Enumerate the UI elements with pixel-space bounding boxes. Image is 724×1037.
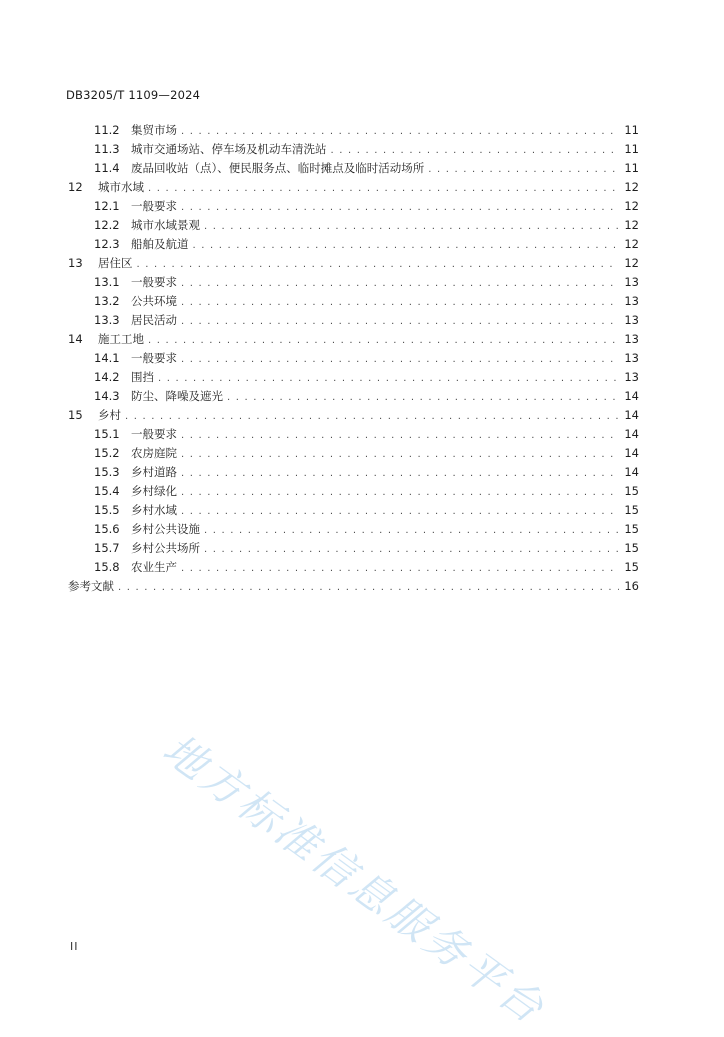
toc-entry-number: 11.3 [94, 142, 120, 156]
toc-entry-title: 一般要求 [131, 199, 177, 213]
toc-entry-page: 12 [624, 180, 639, 194]
toc-leader-dots [181, 445, 619, 464]
toc-entry-title: 一般要求 [131, 275, 177, 289]
toc-entry-title: 一般要求 [131, 351, 177, 365]
toc-entry-page: 13 [624, 294, 639, 308]
toc-entry[interactable] [68, 159, 639, 178]
toc-entry-page: 15 [624, 503, 639, 517]
toc-entry-number: 14.3 [94, 389, 120, 403]
toc-entry-number: 11.2 [94, 123, 120, 137]
toc-entry[interactable] [68, 444, 639, 463]
toc-entry[interactable] [68, 482, 639, 501]
toc-leader-dots [181, 464, 619, 483]
toc-leader-dots [204, 540, 619, 559]
toc-leader-dots [181, 502, 619, 521]
toc-entry-page: 12 [624, 218, 639, 232]
toc-leader-dots [181, 198, 619, 217]
toc-entry-number: 15.3 [94, 465, 120, 479]
toc-leader-dots [181, 122, 619, 141]
toc-leader-dots [181, 293, 619, 312]
toc-entry-title: 乡村水域 [131, 503, 177, 517]
toc-entry-page: 13 [624, 275, 639, 289]
toc-entry[interactable] [68, 254, 639, 273]
toc-entry-page: 13 [624, 313, 639, 327]
watermark: 地方标准信息服务平台 [154, 724, 556, 1035]
toc-entry-page: 13 [624, 332, 639, 346]
toc-leader-dots [158, 369, 619, 388]
toc-entry-number: 15 [68, 408, 83, 422]
toc-entry[interactable] [68, 349, 639, 368]
toc-entry[interactable] [68, 520, 639, 539]
toc-entry-page: 12 [624, 199, 639, 213]
toc-entry-number: 14.1 [94, 351, 120, 365]
toc-entry[interactable] [68, 368, 639, 387]
toc-entry-title: 船舶及航道 [131, 237, 189, 251]
toc-entry-number: 15.1 [94, 427, 120, 441]
toc-entry-title: 城市水域景观 [131, 218, 200, 232]
toc-entry-number: 15.5 [94, 503, 120, 517]
toc-entry-page: 16 [624, 579, 639, 593]
toc-entry[interactable] [68, 235, 639, 254]
toc-entry-number: 13.3 [94, 313, 120, 327]
toc-leader-dots [204, 217, 619, 236]
toc-entry-page: 14 [624, 389, 639, 403]
toc-leader-dots [181, 483, 619, 502]
toc-entry-number: 15.4 [94, 484, 120, 498]
toc-entry-title: 一般要求 [131, 427, 177, 441]
toc-entry-number: 12.3 [94, 237, 120, 251]
toc-entry-title: 居住区 [98, 256, 133, 270]
toc-entry[interactable] [68, 387, 639, 406]
toc-leader-dots [181, 559, 619, 578]
toc-entry-title: 城市水域 [98, 180, 144, 194]
toc-entry-page: 14 [624, 465, 639, 479]
toc-entry[interactable] [68, 558, 639, 577]
toc-leader-dots [148, 179, 619, 198]
toc-entry-page: 14 [624, 427, 639, 441]
toc-leader-dots [428, 160, 619, 179]
toc-entry[interactable] [68, 216, 639, 235]
toc-entry-page: 12 [624, 256, 639, 270]
toc-leader-dots [148, 331, 619, 350]
toc-entry-title: 乡村道路 [131, 465, 177, 479]
toc-entry-number: 14.2 [94, 370, 120, 384]
toc-entry-title: 乡村 [98, 408, 121, 422]
toc-entry-page: 15 [624, 484, 639, 498]
toc-entry-title: 参考文献 [68, 579, 114, 593]
toc-entry-number: 15.6 [94, 522, 120, 536]
toc-entry-number: 12.1 [94, 199, 120, 213]
toc-entry[interactable] [68, 463, 639, 482]
toc-entry-page: 11 [624, 142, 639, 156]
toc-entry[interactable] [68, 197, 639, 216]
toc-entry[interactable] [68, 577, 639, 596]
toc-leader-dots [227, 388, 619, 407]
toc-entry-page: 15 [624, 522, 639, 536]
toc-entry[interactable] [68, 121, 639, 140]
toc-leader-dots [125, 407, 619, 426]
toc-entry[interactable] [68, 311, 639, 330]
toc-leader-dots [204, 521, 619, 540]
toc-entry-page: 14 [624, 446, 639, 460]
toc-entry-page: 11 [624, 161, 639, 175]
toc-entry-page: 11 [624, 123, 639, 137]
toc-entry-number: 15.8 [94, 560, 120, 574]
toc-entry-title: 居民活动 [131, 313, 177, 327]
toc-entry-title: 农业生产 [131, 560, 177, 574]
toc-entry-title: 乡村公共场所 [131, 541, 200, 555]
toc-entry-number: 13.1 [94, 275, 120, 289]
toc-entry-number: 15.7 [94, 541, 120, 555]
table-of-contents [68, 121, 639, 596]
toc-entry[interactable] [68, 330, 639, 349]
toc-entry-number: 15.2 [94, 446, 120, 460]
page-number: II [70, 940, 79, 953]
toc-leader-dots [181, 350, 619, 369]
toc-entry-title: 废品回收站（点）、便民服务点、临时摊点及临时活动场所 [131, 161, 425, 175]
toc-entry-page: 14 [624, 408, 639, 422]
toc-leader-dots [331, 141, 620, 160]
toc-entry-page: 13 [624, 351, 639, 365]
document-code: DB3205/T 1109—2024 [66, 88, 201, 102]
toc-entry[interactable] [68, 140, 639, 159]
toc-entry-page: 12 [624, 237, 639, 251]
toc-entry[interactable] [68, 292, 639, 311]
toc-entry-number: 13 [68, 256, 83, 270]
toc-entry-title: 集贸市场 [131, 123, 177, 137]
toc-entry-number: 11.4 [94, 161, 120, 175]
toc-leader-dots [181, 312, 619, 331]
toc-entry[interactable] [68, 425, 639, 444]
toc-entry-page: 13 [624, 370, 639, 384]
toc-leader-dots [193, 236, 620, 255]
toc-leader-dots [181, 274, 619, 293]
toc-entry-number: 14 [68, 332, 83, 346]
toc-entry[interactable] [68, 178, 639, 197]
toc-entry[interactable] [68, 539, 639, 558]
toc-entry-page: 15 [624, 560, 639, 574]
toc-entry[interactable] [68, 501, 639, 520]
toc-leader-dots [137, 255, 620, 274]
toc-entry-page: 15 [624, 541, 639, 555]
toc-entry-title: 围挡 [131, 370, 154, 384]
toc-entry-number: 12.2 [94, 218, 120, 232]
toc-leader-dots [181, 426, 619, 445]
toc-entry-title: 城市交通场站、停车场及机动车清洗站 [131, 142, 327, 156]
toc-leader-dots [118, 578, 619, 597]
toc-entry-title: 防尘、降噪及遮光 [131, 389, 223, 403]
toc-entry-title: 公共环境 [131, 294, 177, 308]
toc-entry-title: 农房庭院 [131, 446, 177, 460]
toc-entry-number: 13.2 [94, 294, 120, 308]
toc-entry-title: 施工工地 [98, 332, 144, 346]
toc-entry[interactable] [68, 273, 639, 292]
toc-entry-title: 乡村公共设施 [131, 522, 200, 536]
toc-entry-number: 12 [68, 180, 83, 194]
toc-entry[interactable] [68, 406, 639, 425]
toc-entry-title: 乡村绿化 [131, 484, 177, 498]
